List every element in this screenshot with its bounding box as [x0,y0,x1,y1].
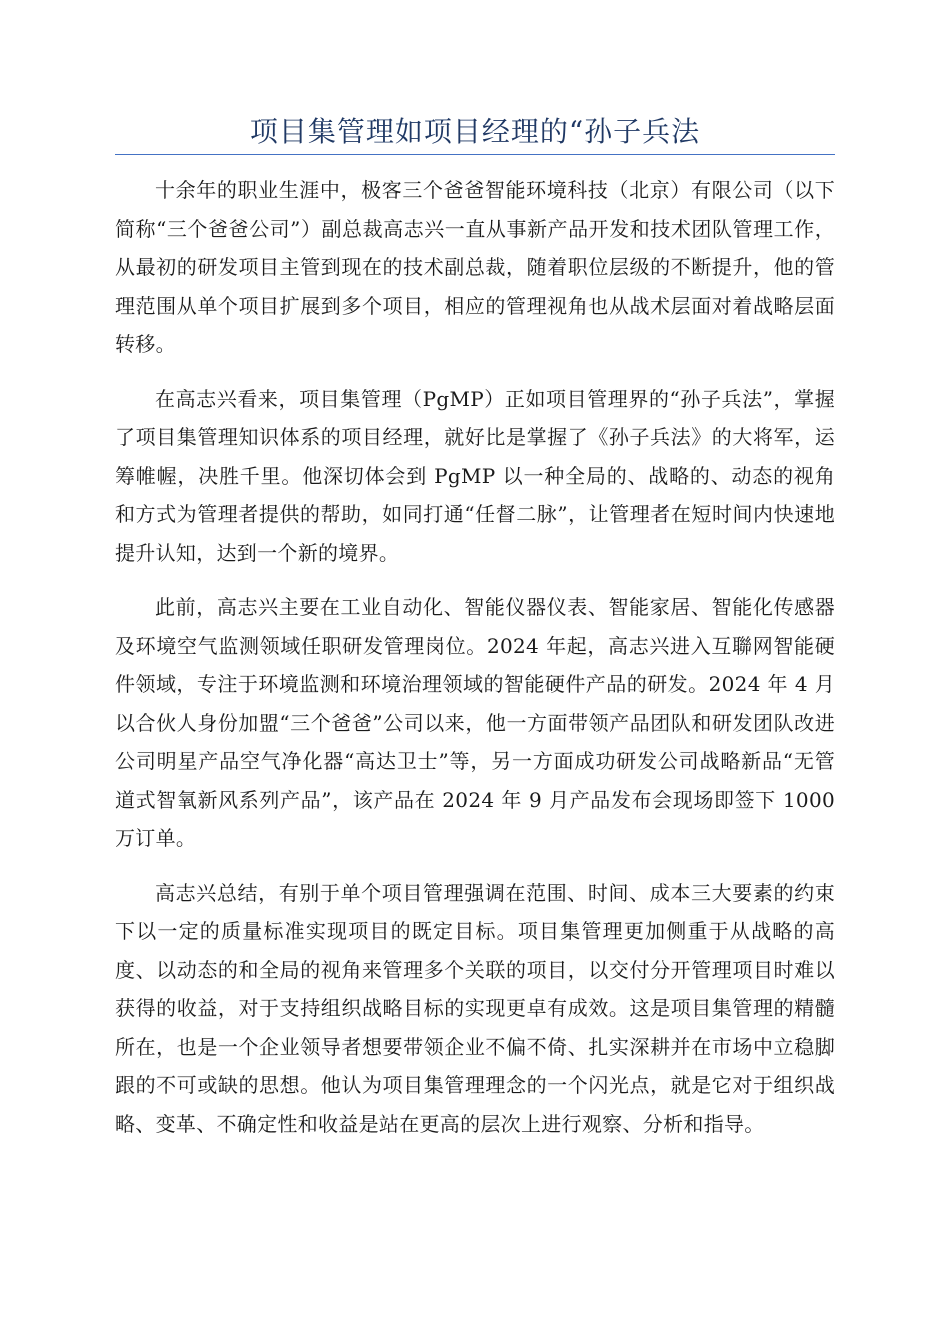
paragraph: 高志兴总结，有别于单个项目管理强调在范围、时间、成本三大要素的约束下以一定的质量标准实现项目的既定目标。项目集管理更加侧重于从战略的高度、以动态的和全局的视角来管理多个关联的项目，以交付分开管理项目时难以获得的收益，对于支持组织战略目标的实现更卓有成效。这是项目集管理的精髓所在，也是一个企业领导者想要带领企业不偏不倚、扎实深耕并在市场中立稳脚跟的不可或缺的思想。他认为项目集管理理念的一个闪光点，就是它对于组织战略、变革、不确定性和收益是站在更高的层次上进行观察、分析和指导。 [115,880,835,1136]
paragraph: 在高志兴看来，项目集管理（PgMP）正如项目管理界的“孙子兵法”，掌握了项目集管理知识体系的项目经理，就好比是掌握了《孙子兵法》的大将军，运筹帷幄，决胜千里。他深切体会到 PgMP 以一种全局的、战略的、动态的视角和方式为管理者提供的帮助，如同打通“任督二脉”，让管理者在短时间内快速地提升认知，达到一个新的境界。 [115,386,835,565]
paragraph: 此前，高志兴主要在工业自动化、智能仪器仪表、智能家居、智能化传感器及环境空气监测领域任职研发管理岗位。2024 年起，高志兴进入互聯网智能硬件领域，专注于环境监测和环境治理领域的智能硬件产品的研发。2024 年 4 月以合伙人身份加盟“三个爸爸”公司以来，他一方面带领产品团队和研发团队改进公司明星产品空气净化器“高达卫士”等，另一方面成功研发公司战略新品“无管道式智氧新风系列产品”，该产品在 2024 年 9 月产品发布会现场即签下 1000 万订单。 [115,595,835,850]
document-title: 项目集管理如项目经理的“孙子兵法 [249,115,701,148]
document-body [115,171,835,1159]
title-underline [115,154,835,155]
paragraph: 十余年的职业生涯中，极客三个爸爸智能环境科技（北京）有限公司（以下简称“三个爸爸公司”）副总裁高志兴一直从事新产品开发和技术团队管理工作，从最初的研发项目主管到现在的技术副总裁，随着职位层级的不断提升，他的管理范围从单个项目扩展到多个项目，相应的管理视角也从战术层面对着战略层面转移。 [115,178,835,356]
